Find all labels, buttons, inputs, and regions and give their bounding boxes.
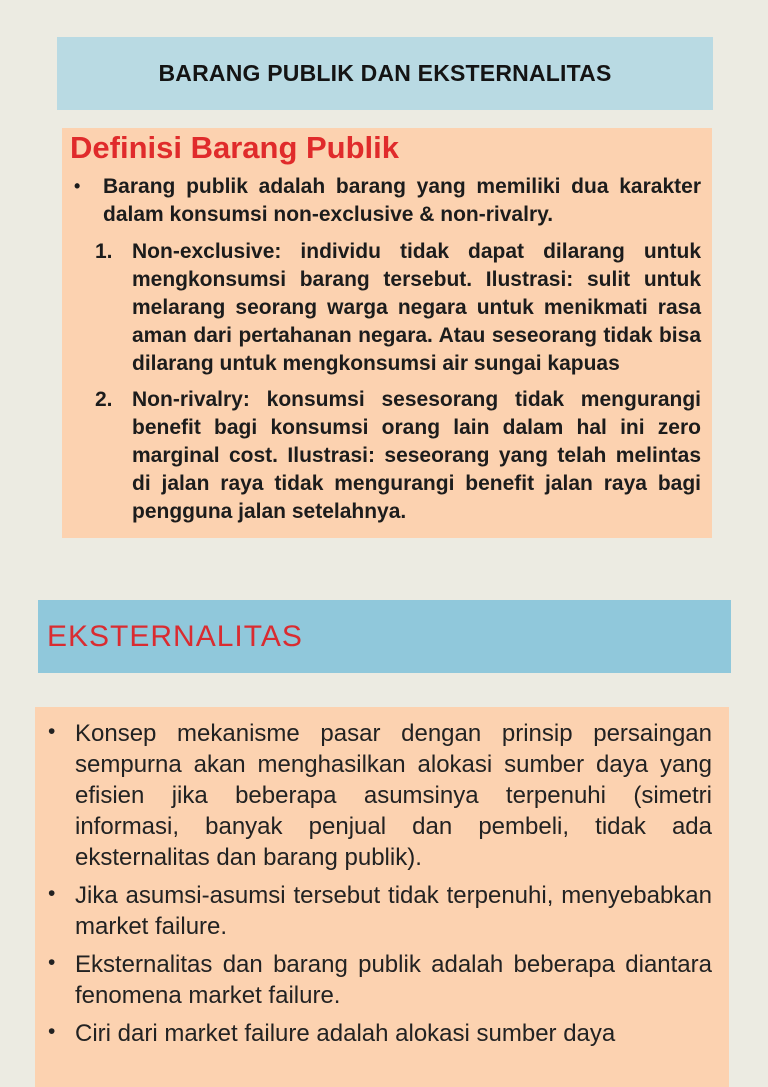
- bullet-text: Konsep mekanisme pasar dengan prinsip persaingan sempurna akan menghasilkan alokasi sumber daya yang efisien jika beberapa asumsinya terpenuhi (simetri informasi, banyak penjual dan pembeli, tidak ada eksternalitas dan barang publik).: [75, 720, 712, 871]
- list-item: [70, 386, 701, 526]
- slide1-title-bar: [57, 37, 713, 110]
- bullet-marker: •: [48, 720, 56, 743]
- slide1-heading: Definisi Barang Publik: [70, 130, 400, 165]
- bullet-marker: •: [74, 176, 81, 196]
- bullet-text: Barang publik adalah barang yang memiliki dua karakter dalam konsumsi non-exclusive & non-rivalry.: [103, 175, 701, 226]
- slide2-content-box: [35, 707, 729, 1087]
- bullet-text: Ciri dari market failure adalah alokasi sumber daya: [75, 1020, 616, 1047]
- slide1-content-box: [62, 128, 712, 538]
- numbered-text: Non-exclusive: individu tidak dapat dilarang untuk mengkonsumsi barang tersebut. Ilustrasi: sulit untuk melarang seorang warga negara untuk menikmati rasa aman dari pertahanan negara. Atau seseorang tidak bisa dilarang untuk mengkonsumsi air sungai kapuas: [132, 240, 701, 375]
- list-item: [48, 1018, 712, 1049]
- number-marker: 1.: [95, 240, 113, 263]
- bullet-text: Eksternalitas dan barang publik adalah beberapa diantara fenomena market failure.: [75, 951, 712, 1009]
- list-item: [48, 880, 712, 942]
- numbered-text: Non-rivalry: konsumsi sesesorang tidak mengurangi benefit bagi konsumsi orang lain dalam hal ini zero marginal cost. Ilustrasi: seseorang yang telah melintas di jalan raya tidak mengurangi benefit jalan raya bagi pengguna jalan setelahnya.: [132, 388, 701, 523]
- bullet-marker: •: [48, 951, 56, 974]
- bullet-marker: •: [48, 882, 56, 905]
- slide2-title: EKSTERNALITAS: [47, 619, 303, 653]
- list-item: [70, 238, 701, 378]
- bullet-text: Jika asumsi-asumsi tersebut tidak terpenuhi, menyebabkan market failure.: [75, 882, 712, 940]
- list-item: [70, 173, 701, 229]
- bullet-marker: •: [48, 1020, 56, 1043]
- list-item: [48, 718, 712, 873]
- slide2-title-bar: [38, 600, 731, 673]
- slide1-title: BARANG PUBLIK DAN EKSTERNALITAS: [158, 60, 612, 86]
- number-marker: 2.: [95, 388, 113, 411]
- list-item: [48, 949, 712, 1011]
